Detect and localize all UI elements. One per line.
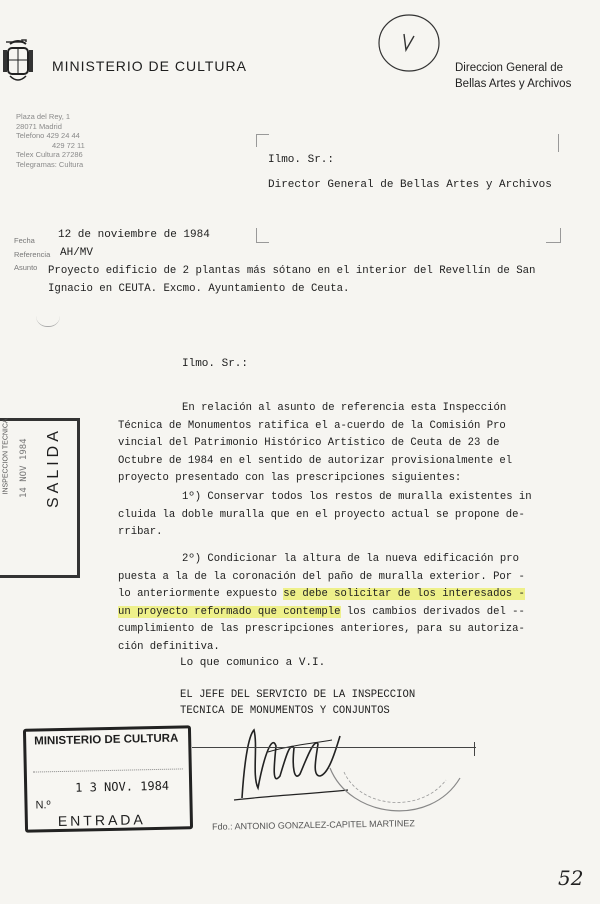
signature-name: Fdo.: ANTONIO GONZALEZ-CAPITEL MARTINEZ (211, 818, 415, 832)
text-fragment: lo anteriormente expuesto (118, 588, 284, 600)
text-line: 2º) Condicionar la altura de la nueva edificación pro (182, 553, 519, 565)
highlighted-text: un proyecto reformado que contemple (118, 605, 341, 618)
signatory-title-1: EL JEFE DEL SERVICIO DE LA INSPECCION (180, 689, 416, 701)
official-round-seal (320, 748, 470, 828)
text-line: proyecto presentado con las prescripciones siguientes: (118, 472, 462, 484)
address-window-corner (558, 134, 561, 152)
ministry-title: MINISTERIO DE CULTURA (52, 58, 247, 74)
salida-stamp: SALIDA 14 NOV 1984 INSPECCION TECNICA (0, 418, 80, 578)
directorate-name (455, 60, 595, 92)
text-fragment: los cambios derivados del -- (340, 605, 525, 618)
body-greeting: Ilmo. Sr.: (182, 358, 249, 370)
address-line: 429 72 11 (52, 140, 85, 150)
directorate-line-2: Bellas Artes y Archivos (455, 78, 572, 90)
entrada-stamp-title: MINISTERIO DE CULTURA (34, 732, 179, 748)
address-window-corner (546, 228, 561, 243)
entrada-stamp-lines (32, 748, 182, 772)
closing-line: Lo que comunico a V.I. (180, 657, 326, 669)
text-line: rribar. (118, 526, 163, 538)
entrada-stamp-date: 1 3 NOV. 1984 (75, 778, 170, 795)
coat-of-arms-icon (2, 38, 36, 86)
reference-label: Referencia (14, 250, 51, 259)
text-line: puesta a la de la coronación del paño de muralla exterior. Por - (118, 570, 525, 583)
ink-mark (36, 316, 60, 327)
address-line: 28071 Madrid (16, 121, 62, 131)
highlighted-text: se debe solicitar de los interesados - (283, 588, 525, 600)
signatory-title-2: TECNICA DE MONUMENTOS Y CONJUNTOS (180, 705, 390, 717)
text-line: vincial del Patrimonio Histórico Artístico de Ceuta de 23 de (118, 437, 500, 449)
date-label: Fecha (14, 236, 35, 245)
address-line: Plaza del Rey, 1 (16, 112, 71, 121)
address-window-corner (256, 228, 269, 243)
directorate-line-1: Direccion General de (455, 62, 564, 74)
address-line: Telefono 429 24 44 (16, 131, 80, 140)
paragraph-3 (118, 551, 525, 656)
letter-date: 12 de noviembre de 1984 (58, 229, 210, 241)
paragraph-1 (118, 400, 512, 488)
address-line: Telex Cultura 27286 (16, 150, 83, 159)
text-line (118, 586, 525, 604)
circled-check-icon (376, 12, 442, 74)
text-line: cluida la doble muralla que en el proyecto actual se propone de- (118, 508, 525, 521)
text-line: Octubre de 1984 en el sentido de autorizar provisionalmente el (118, 454, 513, 467)
entrada-stamp-word: ENTRADA (57, 811, 146, 830)
page-number: 52 (558, 866, 584, 890)
text-line: ción definitiva. (118, 640, 220, 653)
text-line: Técnica de Monumentos ratifica el a-cuerdo de la Comisión Pro (118, 419, 506, 432)
recipient-salutation: Ilmo. Sr.: (268, 154, 335, 166)
address-window-corner (256, 134, 269, 147)
reference-value: AH/MV (60, 247, 94, 259)
entrada-stamp (23, 725, 193, 832)
text-line: cumplimiento de las prescripciones anteriores, para su autoriza- (118, 623, 525, 635)
address-block (16, 112, 85, 169)
subject-line-1: Proyecto edificio de 2 plantas más sótano en el interior del Revellín de San (48, 265, 536, 277)
text-line: 1º) Conservar todos los restos de muralla existentes in (182, 491, 532, 503)
address-line: Telegramas: Cultura (16, 159, 84, 169)
recipient-name: Director General de Bellas Artes y Archivos (268, 179, 552, 191)
subject-line-2: Ignacio en CEUTA. Excmo. Ayuntamiento de Ceuta. (48, 283, 350, 295)
divider-line (192, 747, 476, 748)
subject-label: Asunto (14, 263, 38, 272)
entrada-stamp-number-label: N.º (35, 799, 51, 812)
divider-line (474, 742, 475, 756)
text-line (118, 604, 525, 622)
paragraph-2 (118, 489, 532, 542)
text-line: En relación al asunto de referencia esta Inspección (182, 402, 507, 414)
